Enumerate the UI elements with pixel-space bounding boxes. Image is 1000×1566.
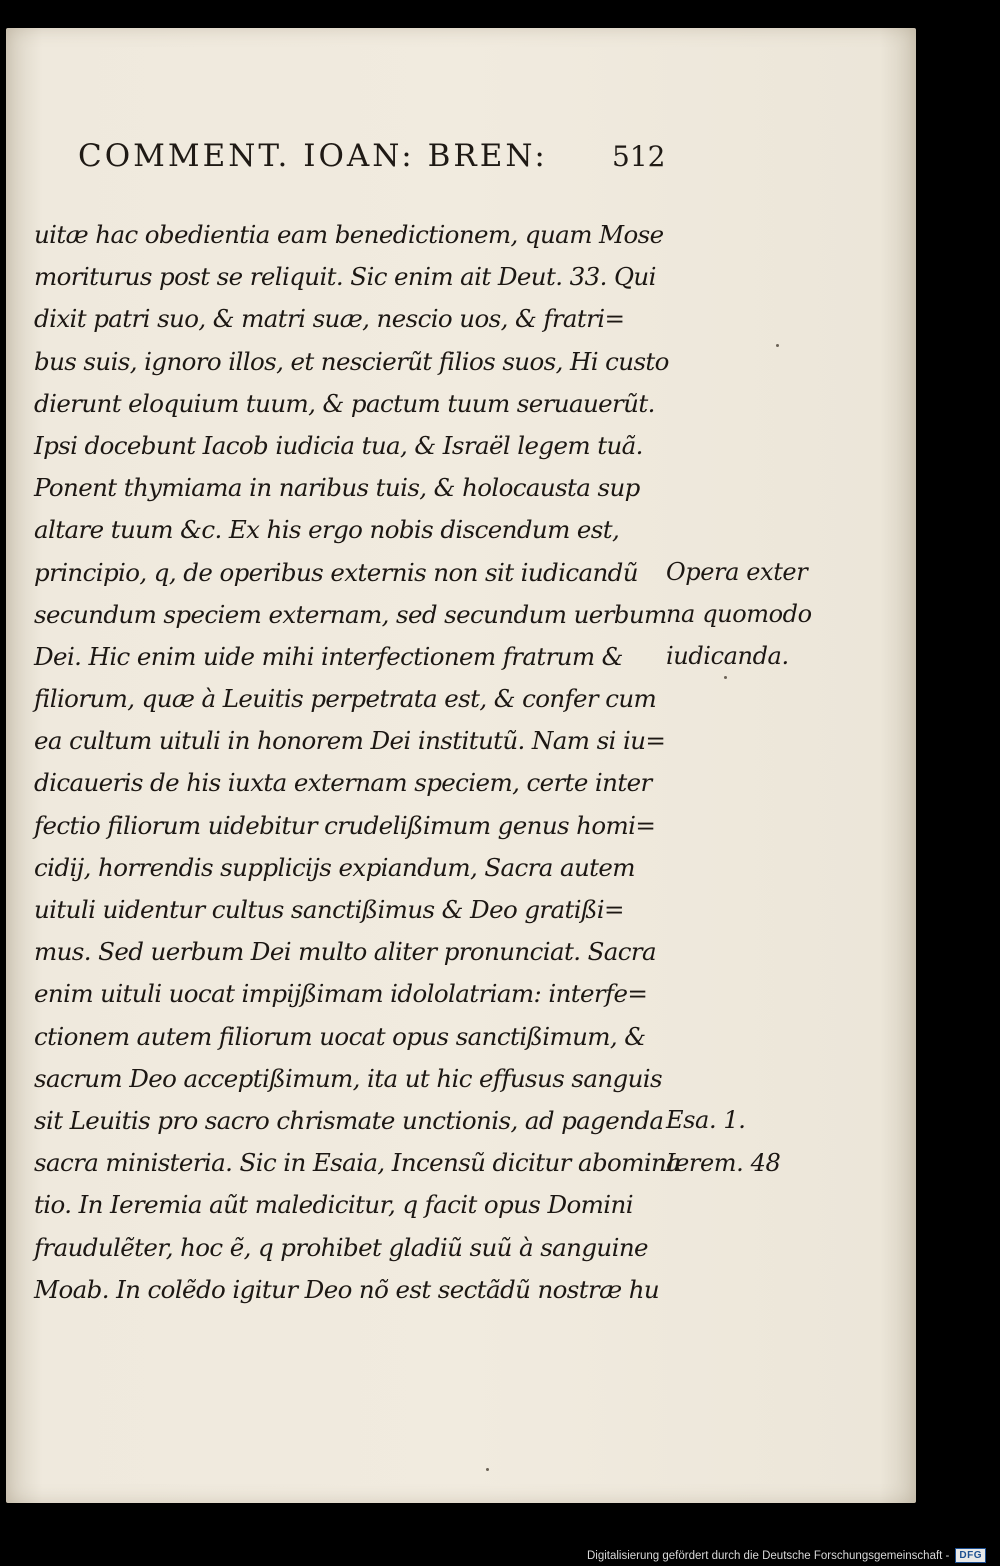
page-number: 512 xyxy=(612,140,666,173)
text-line: mus. Sed uerbum Dei multo aliter pronunciat. Sacra xyxy=(34,937,657,967)
marginal-line: Ierem. 48 xyxy=(666,1149,781,1177)
text-line: sacrum Deo acceptißimum, ita ut hic effusus sanguis xyxy=(34,1063,662,1093)
text-line: filiorum, quæ à Leuitis perpetrata est, & confer cum xyxy=(34,684,657,714)
marginal-note-ieremia xyxy=(666,1142,780,1184)
text-line: tio. In Ieremia aũt maledicitur, q facit opus Domini xyxy=(34,1190,633,1220)
text-line: bus suis, ignoro illos, et nescierũt filios suos, Hi custo xyxy=(34,346,669,376)
text-line: fraudulẽter, hoc ẽ, q prohibet gladiũ suũ à sanguine xyxy=(34,1232,648,1262)
text-line: ctionem autem filiorum uocat opus sanctißimum, & xyxy=(34,1021,646,1051)
text-line: Ipsi docebunt Iacob iudicia tua, & Israël legem tuã. xyxy=(34,430,643,460)
paper-speck xyxy=(724,676,727,679)
text-line: sacra ministeria. Sic in Esaia, Incensũ dicitur abomina xyxy=(34,1148,681,1178)
text-line: dicaueris de his iuxta externam speciem, certe inter xyxy=(34,768,652,798)
text-line: altare tuum &c. Ex his ergo nobis discendum est, xyxy=(34,515,620,545)
marginal-line: Esa. 1. xyxy=(666,1106,746,1134)
credit-text: Digitalisierung gefördert durch die Deutsche Forschungsgemeinschaft - xyxy=(586,1549,950,1562)
text-line: uitæ hac obedientia eam benedictionem, quam Mose xyxy=(34,220,664,249)
text-line: cidij, horrendis supplicijs expiandum, Sacra autem xyxy=(34,852,635,882)
marginal-line: iudicanda. xyxy=(666,642,789,671)
text-line: enim uituli uocat impijßimam idololatriam: interfe= xyxy=(34,979,648,1009)
text-line: Moab. In colẽdo igitur Deo nõ est sectãdũ nostræ hu xyxy=(34,1274,660,1304)
text-line: dixit patri suo, & matri suæ, nescio uos, & fratri= xyxy=(34,304,625,334)
paper-speck xyxy=(486,1468,489,1471)
text-line: dierunt eloquium tuum, & pactum tuum seruauerũt. xyxy=(34,388,655,418)
text-line: Ponent thymiama in naribus tuis, & holocausta sup xyxy=(34,473,640,503)
marginal-note-opera-externa xyxy=(666,551,812,678)
running-title: COMMENT. IOAN: BREN: xyxy=(78,138,548,174)
text-line: secundum speciem externam, sed secundum uerbum xyxy=(34,599,667,629)
text-line: ea cultum uituli in honorem Dei institutũ. Nam si iu= xyxy=(34,726,666,756)
text-line: uituli uidentur cultus sanctißimus & Deo gratißi= xyxy=(34,895,624,924)
marginal-line: na quomodo xyxy=(666,600,812,629)
dfg-logo: DFG xyxy=(955,1548,986,1563)
text-line: sit Leuitis pro sacro chrismate unctionis, ad pagenda xyxy=(34,1105,664,1135)
text-line: fectio filiorum uidebitur crudelißimum genus homi= xyxy=(34,810,656,840)
paper-speck xyxy=(776,344,779,347)
main-text-block xyxy=(34,214,681,1311)
text-line: Dei. Hic enim uide mihi interfectionem fratrum & xyxy=(34,641,623,671)
digitization-credit xyxy=(587,1548,986,1563)
book-page xyxy=(6,28,916,1503)
text-line: moriturus post se reliquit. Sic enim ait Deut. 33. Qui xyxy=(34,262,656,292)
text-line: principio, q, de operibus externis non sit iudicandũ xyxy=(34,557,638,587)
marginal-line: Opera exter xyxy=(666,558,808,586)
marginal-note-esaia xyxy=(666,1099,746,1141)
